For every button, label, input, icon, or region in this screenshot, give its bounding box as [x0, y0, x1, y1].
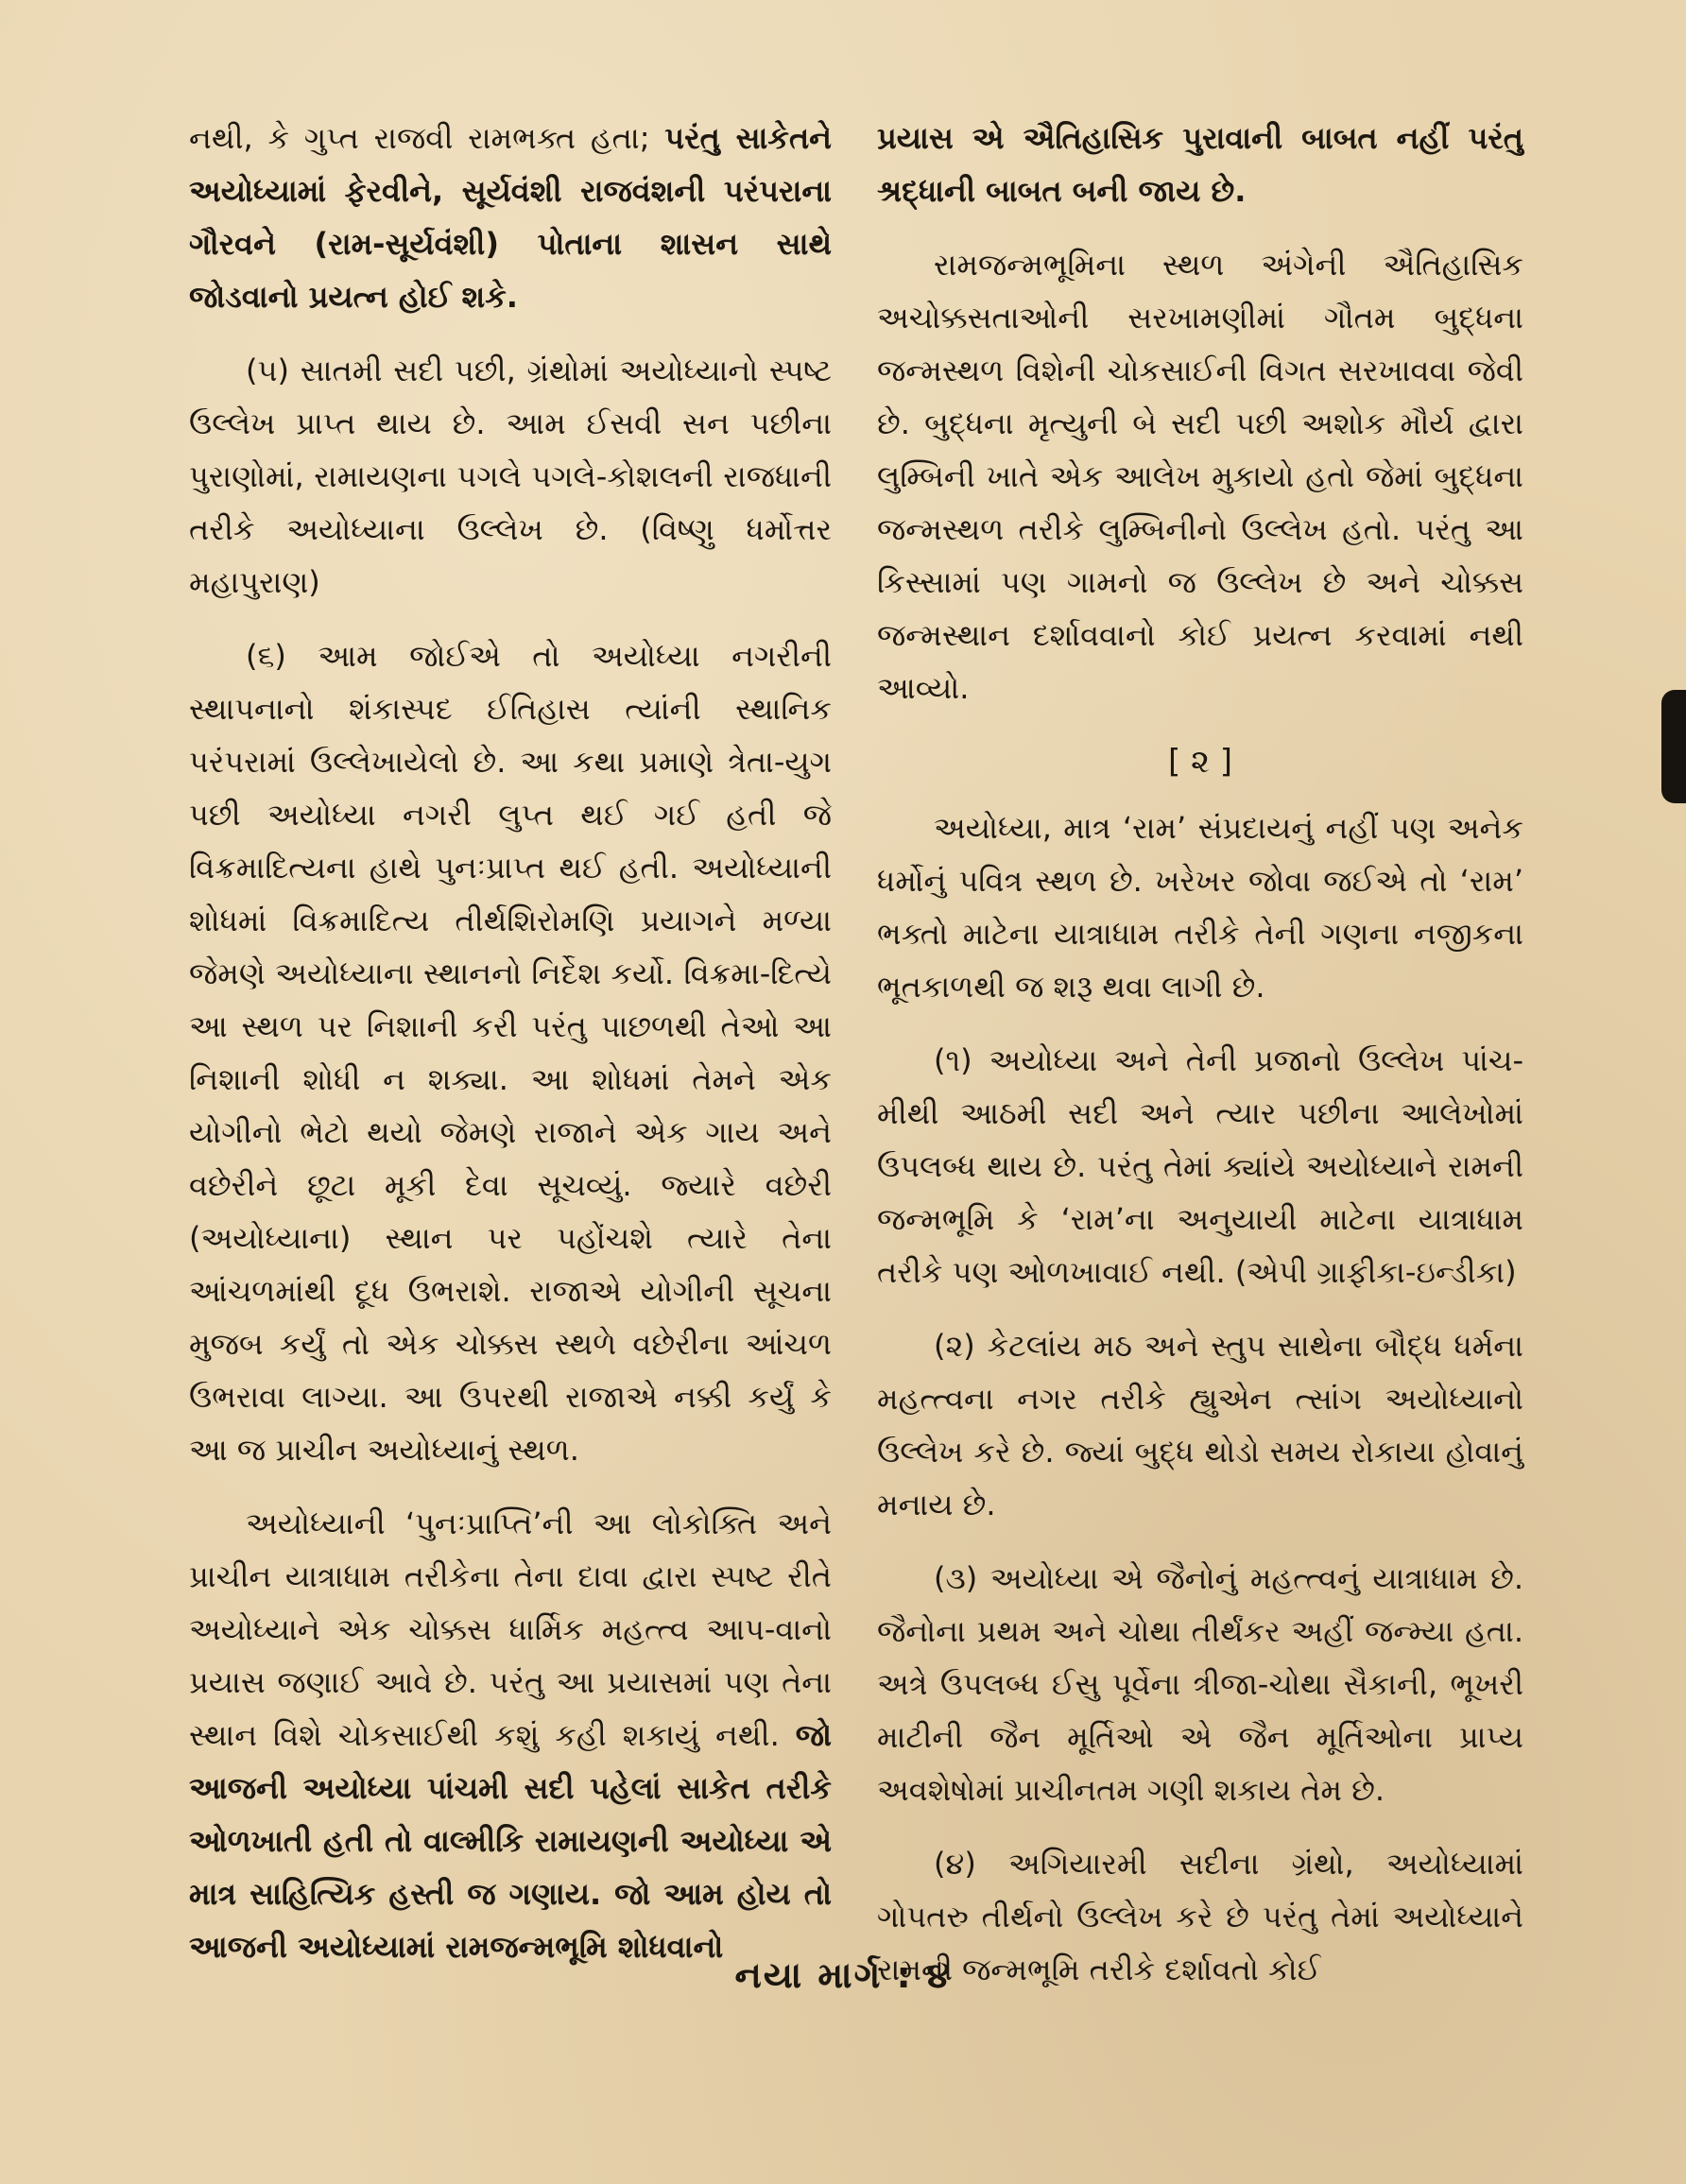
- paragraph-5: (૫) સાતમી સદી પછી, ગ્રંથોમાં અયોધ્યાનો સ્પષ્ટ ઉલ્લેખ પ્રાપ્ત થાય છે. આમ ઈસવી સન પછીના પુરાણોમાં, રામાયણના પગલે પગલે-કોશલની રાજધાની તરીકે અયોધ્યાના ઉલ્લેખ છે. (વિષ્ણુ ધર્મોત્તર મહાપુરાણ): [189, 353, 832, 600]
- paragraph-3: (૩) અયોધ્યા એ જૈનોનું મહત્ત્વનું યાત્રાધામ છે. જૈનોના પ્રથમ અને ચોથા તીર્થંકર અહીં જન્મ્યા હતા. અત્રે ઉપલબ્ધ ઈસુ પૂર્વેના ત્રીજા-ચોથા સૈકાની, ભૂખરી માટીની જૈન મૂર્તિઓ એ જૈન મૂર્તિઓના પ્રાપ્ય અવશેષોમાં પ્રાચીનતમ ગણી શકાય તેમ છે.: [877, 1560, 1523, 1808]
- paragraph-intro: અયોધ્યા, માત્ર ‘રામ’ સંપ્રદાયનું નહીં પણ અનેક ધર્મોનું પવિત્ર સ્થળ છે. ખરેખર જોવા જઈએ તો ‘રામ’ ભક્તો માટેના યાત્રાધામ તરીકે તેની ગણના નજીકના ભૂતકાળથી જ શરૂ થવા લાગી છે.: [877, 810, 1523, 1005]
- paragraph-7: [189, 1497, 832, 1973]
- paragraph-1: (૧) અયોધ્યા અને તેની પ્રજાનો ઉલ્લેખ પાંચ-મીથી આઠમી સદી અને ત્યાર પછીના આલેખોમાં ઉપલબ્ધ થાય છે. પરંતુ તેમાં ક્યાંયે અયોધ્યાને રામની જન્મભૂમિ કે ‘રામ’ના અનુયાયી માટેના યાત્રાધામ તરીકે પણ ઓળખાવાઈ નથી. (એપી ગ્રાફીકા-ઇન્ડીકા): [877, 1042, 1523, 1290]
- paragraph-2: (૨) કેટલાંય મઠ અને સ્તુપ સાથેના બૌદ્ધ ધર્મના મહત્ત્વના નગર તરીકે હ્યુએન ત્સાંગ અયોધ્યાનો ઉલ્લેખ કરે છે. જ્યાં બુદ્ધ થોડો સમય રોકાયા હોવાનું મનાય છે.: [877, 1328, 1523, 1522]
- paragraph-continued: [189, 112, 832, 323]
- bold-text-run: પરંતુ સાકેતને અયોધ્યામાં ફેરવીને, સૂર્યવંશી રાજવંશની પરંપરાના ગૌરવને (રામ-સૂર્યવંશી) પોતાના શાસન સાથે જોડવાનો પ્રયત્ન હોઈ શકે.: [189, 120, 832, 315]
- text-run: નથી, કે ગુપ્ત રાજવી રામભક્ત હતા;: [189, 120, 665, 156]
- section-number: [ ૨ ]: [1167, 743, 1233, 781]
- bold-text-run: જો આજની અયોધ્યા પાંચમી સદી પહેલાં સાકેત તરીકે ઓળખાતી હતી તો વાલ્મીકિ રામાયણની અયોધ્યા એ માત્ર સાહિત્યિક હસ્તી જ ગણાય. જો આમ હોય તો આજની અયોધ્યામાં રામજન્મભૂમિ શોધવાનો: [189, 1717, 832, 1965]
- right-column: [877, 112, 1523, 2017]
- left-column: [189, 112, 832, 1994]
- paragraph-buddha: રામજન્મભૂમિના સ્થળ અંગેની ઐતિહાસિક અચોક્કસતાઓની સરખામણીમાં ગૌતમ બુદ્ધના જન્મસ્થળ વિશેની ચોકસાઈની વિગત સરખાવવા જેવી છે. બુદ્ધના મૃત્યુની બે સદી પછી અશોક મૌર્ય દ્વારા લુમ્બિની ખાતે એક આલેખ મુકાયો હતો જેમાં બુદ્ધના જન્મસ્થળ તરીકે લુમ્બિનીનો ઉલ્લેખ હતો. પરંતુ આ કિસ્સામાં પણ ગામનો જ ઉલ્લેખ છે અને ચોક્કસ જન્મસ્થાન દર્શાવવાનો કોઈ પ્રયત્ન કરવામાં નથી આવ્યો.: [877, 247, 1523, 706]
- paragraph-4: (૪) અગિયારમી સદીના ગ્રંથો, અયોધ્યામાં ગોપતરુ તીર્થનો ઉલ્લેખ કરે છે પરંતુ તેમાં અયોધ્યાને રામની જન્મભૂમિ તરીકે દર્શાવતો કોઈ: [877, 1846, 1523, 1987]
- paragraph-continued: પ્રયાસ એ ઐતિહાસિક પુરાવાની બાબત નહીં પરંતુ શ્રદ્ધાની બાબત બની જાય છે.: [877, 120, 1523, 209]
- text-run: અયોધ્યાની ‘પુનઃપ્રાપ્તિ’ની આ લોકોક્તિ અને પ્રાચીન યાત્રાધામ તરીકેના તેના દાવા દ્વારા સ્પષ્ટ રીતે અયોધ્યાને એક ચોક્કસ ધાર્મિક મહત્ત્વ આપ-વાનો પ્રયાસ જણાઈ આવે છે. પરંતુ આ પ્રયાસમાં પણ તેના સ્થાન વિશે ચોકસાઈથી કશું કહી શકાયું નથી.: [189, 1505, 832, 1753]
- paragraph-6: (૬) આમ જોઈએ તો અયોધ્યા નગરીની સ્થાપનાનો શંકાસ્પદ ઈતિહાસ ત્યાંની સ્થાનિક પરંપરામાં ઉલ્લેખાયેલો છે. આ કથા પ્રમાણે ત્રેતા-યુગ પછી અયોધ્યા નગરી લુપ્ત થઈ ગઈ હતી જે વિક્રમાદિત્યના હાથે પુનઃપ્રાપ્ત થઈ હતી. અયોધ્યાની શોધમાં વિક્રમાદિત્ય તીર્થશિરોમણિ પ્રયાગને મળ્યા જેમણે અયોધ્યાના સ્થાનનો નિર્દેશ કર્યો. વિક્રમા-દિત્યે આ સ્થળ પર નિશાની કરી પરંતુ પાછળથી તેઓ આ નિશાની શોધી ન શક્યા. આ શોધમાં તેમને એક યોગીનો ભેટો થયો જેમણે રાજાને એક ગાય અને વછેરીને છૂટા મૂકી દેવા સૂચવ્યું. જ્યારે વછેરી (અયોધ્યાના) સ્થાન પર પહોંચશે ત્યારે તેના આંચળમાંથી દૂધ ઉભરાશે. રાજાએ યોગીની સૂચના મુજબ કર્યું તો એક ચોક્કસ સ્થળે વછેરીના આંચળ ઉભરાવા લાગ્યા. આ ઉપરથી રાજાએ નક્કી કર્યું કે આ જ પ્રાચીન અયોધ્યાનું સ્થળ.: [189, 638, 832, 1468]
- page-footer: નયા માર્ગ : ૪: [734, 1954, 952, 1996]
- torn-edge: [1661, 690, 1686, 803]
